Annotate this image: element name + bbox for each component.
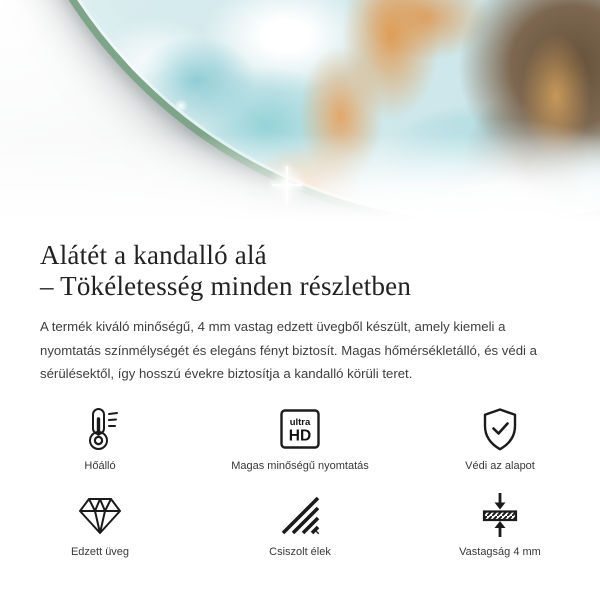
feature-protects-base xyxy=(400,406,600,472)
feature-label: Magas minőségű nyomtatás xyxy=(231,459,369,472)
feature-label: Védi az alapot xyxy=(465,459,535,472)
title-line-1: Alátét a kandalló alá xyxy=(40,240,267,270)
product-image xyxy=(0,0,600,230)
feature-tempered-glass xyxy=(0,492,200,558)
feature-thickness xyxy=(400,492,600,558)
thickness-icon xyxy=(477,492,523,538)
polished-edges-icon xyxy=(277,492,323,538)
feature-label: Hőálló xyxy=(84,459,116,472)
feature-label: Vastagság 4 mm xyxy=(459,545,541,558)
feature-label: Csiszolt élek xyxy=(269,545,331,558)
feature-polished-edges xyxy=(200,492,400,558)
feature-heat-resistant xyxy=(0,406,200,472)
thermometer-icon xyxy=(78,406,122,452)
ultra-text: ultra xyxy=(289,416,311,428)
features-grid xyxy=(0,406,600,558)
product-description: A termék kiváló minőségű, 4 mm vastag edzett üvegből készült, amely kiemeli a nyomtatás színmélységét és elegáns fényt biztosít. Magas hőmérsékletálló, és védi a sérülésektől, így hosszú évekre biztosítja a kandalló körüli teret. xyxy=(40,319,537,381)
title-line-2: – Tökéletesség minden részletben xyxy=(40,271,412,301)
ultra-hd-icon xyxy=(278,406,322,452)
diamond-icon xyxy=(75,492,125,538)
page-title xyxy=(40,240,560,302)
feature-print-quality xyxy=(200,406,400,472)
shield-check-icon xyxy=(478,406,522,452)
feature-label: Edzett üveg xyxy=(70,545,130,558)
sparkle-highlight-small xyxy=(174,99,188,113)
hd-text: HD xyxy=(288,427,312,444)
